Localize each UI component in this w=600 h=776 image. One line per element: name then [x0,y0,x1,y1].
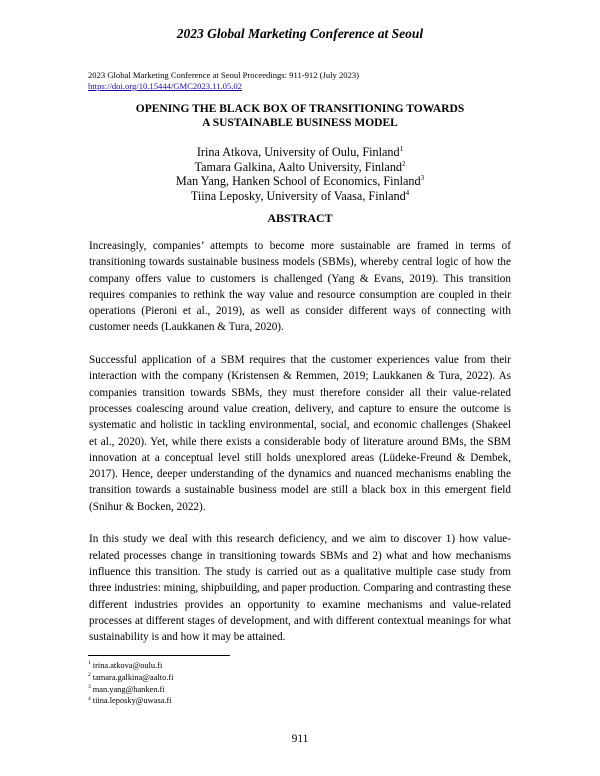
footnote-email: man.yang@hanken.fi [92,684,165,694]
abstract-paragraph-1: Increasingly, companies’ attempts to become more sustainable are framed in terms of transitioning towards sustainable business models (SBMs), whereby central logic of how the company offers value to customers is challenged (Yang & Evans, 2019). This transition requires companies to rethink the way value and resource consumption are coupled in their operations (Pieroni et al., 2019), as well as consider different ways of connecting with customer needs (Laukkanen & Tura, 2020). [89,240,511,334]
footnote-mark: 1 [88,660,91,667]
author-footnote-mark: 1 [399,144,404,153]
footnote-email: tamara.galkina@aalto.fi [92,672,174,682]
abstract-paragraph-2: Successful application of a SBM requires that the customer experiences value from their interaction with the company (Kristensen & Remmen, 2019; Laukkanen & Tura, 2022). As companies transition towards SBMs, they must therefore consider all their value-related processes coalescing around value creation, delivery, and capture to ensure the outcome is systematic and holistic in tackling environmental, social, and economic challenges (Shakeel et al., 2020). Yet, while there exists a considerable body of literature around BMs, the SBM innovation at a conceptual level still holds unexplored areas (Lüdeke-Freund & Dembek, 2017). Hence, deeper understanding of the dynamics and nuanced mechanisms enabling the transition towards a sustainable business model are still a black box in this emergent field (Snihur & Bocken, 2022). [89,354,511,513]
author-name: Man Yang, Hanken School of Economics, Finland [175,174,421,189]
footnote-email: irina.atkova@oulu.fi [92,661,163,670]
abstract-heading: ABSTRACT [267,211,333,225]
paper-title [0,102,600,130]
proceedings-info [88,70,359,92]
footnotes [88,660,173,707]
title-line-1: OPENING THE BLACK BOX OF TRANSITIONING TOWARDS [135,103,465,115]
footnote [88,672,173,684]
author-name: Tamara Galkina, Aalto University, Finland [194,159,403,174]
conference-header: 2023 Global Marketing Conference at Seoul [176,26,424,41]
abstract-paragraph-3: In this study we deal with this research deficiency, and we aim to discover 1) how value-related processes change in transitioning towards SBMs and 2) what and how mechanisms influence this transition. The study is carried out as a qualitative multiple case study from three industries: mining, shipbuilding, and paper production. Comparing and contrasting these different industries provides an opportunity to examine mechanisms and value-related processes at different stages of development, and with different contextual meanings for what sustainability is and how it may be attained. [89,533,511,644]
author-footnote-mark: 2 [402,159,406,168]
title-line-2: A SUSTAINABLE BUSINESS MODEL [202,117,398,129]
author-list [0,145,600,203]
footnote-mark: 3 [88,683,91,690]
doi-link[interactable]: https://doi.org/10.15444/GMC2023.11.05.02 [88,81,242,91]
page-number: 911 [291,733,309,745]
footnote [88,684,173,696]
footnote-mark: 4 [88,695,91,702]
abstract-body [89,238,511,662]
footnote [88,660,173,672]
footnote-email: tiina.leposky@uwasa.fi [92,696,172,706]
author-line [0,160,600,175]
author-line [0,145,600,160]
author-line [0,189,600,204]
author-footnote-mark: 3 [420,174,425,183]
author-footnote-mark: 4 [405,188,410,197]
proceedings-citation: 2023 Global Marketing Conference at Seoul Proceedings: 911-912 (July 2023) [88,70,360,80]
author-name: Tiina Leposky, University of Vaasa, Finland [190,188,406,203]
footnote-mark: 2 [88,672,91,678]
footnote-separator [88,655,230,656]
author-name: Irina Atkova, University of Oulu, Finland [196,145,400,159]
footnote [88,695,173,707]
author-line [0,174,600,189]
